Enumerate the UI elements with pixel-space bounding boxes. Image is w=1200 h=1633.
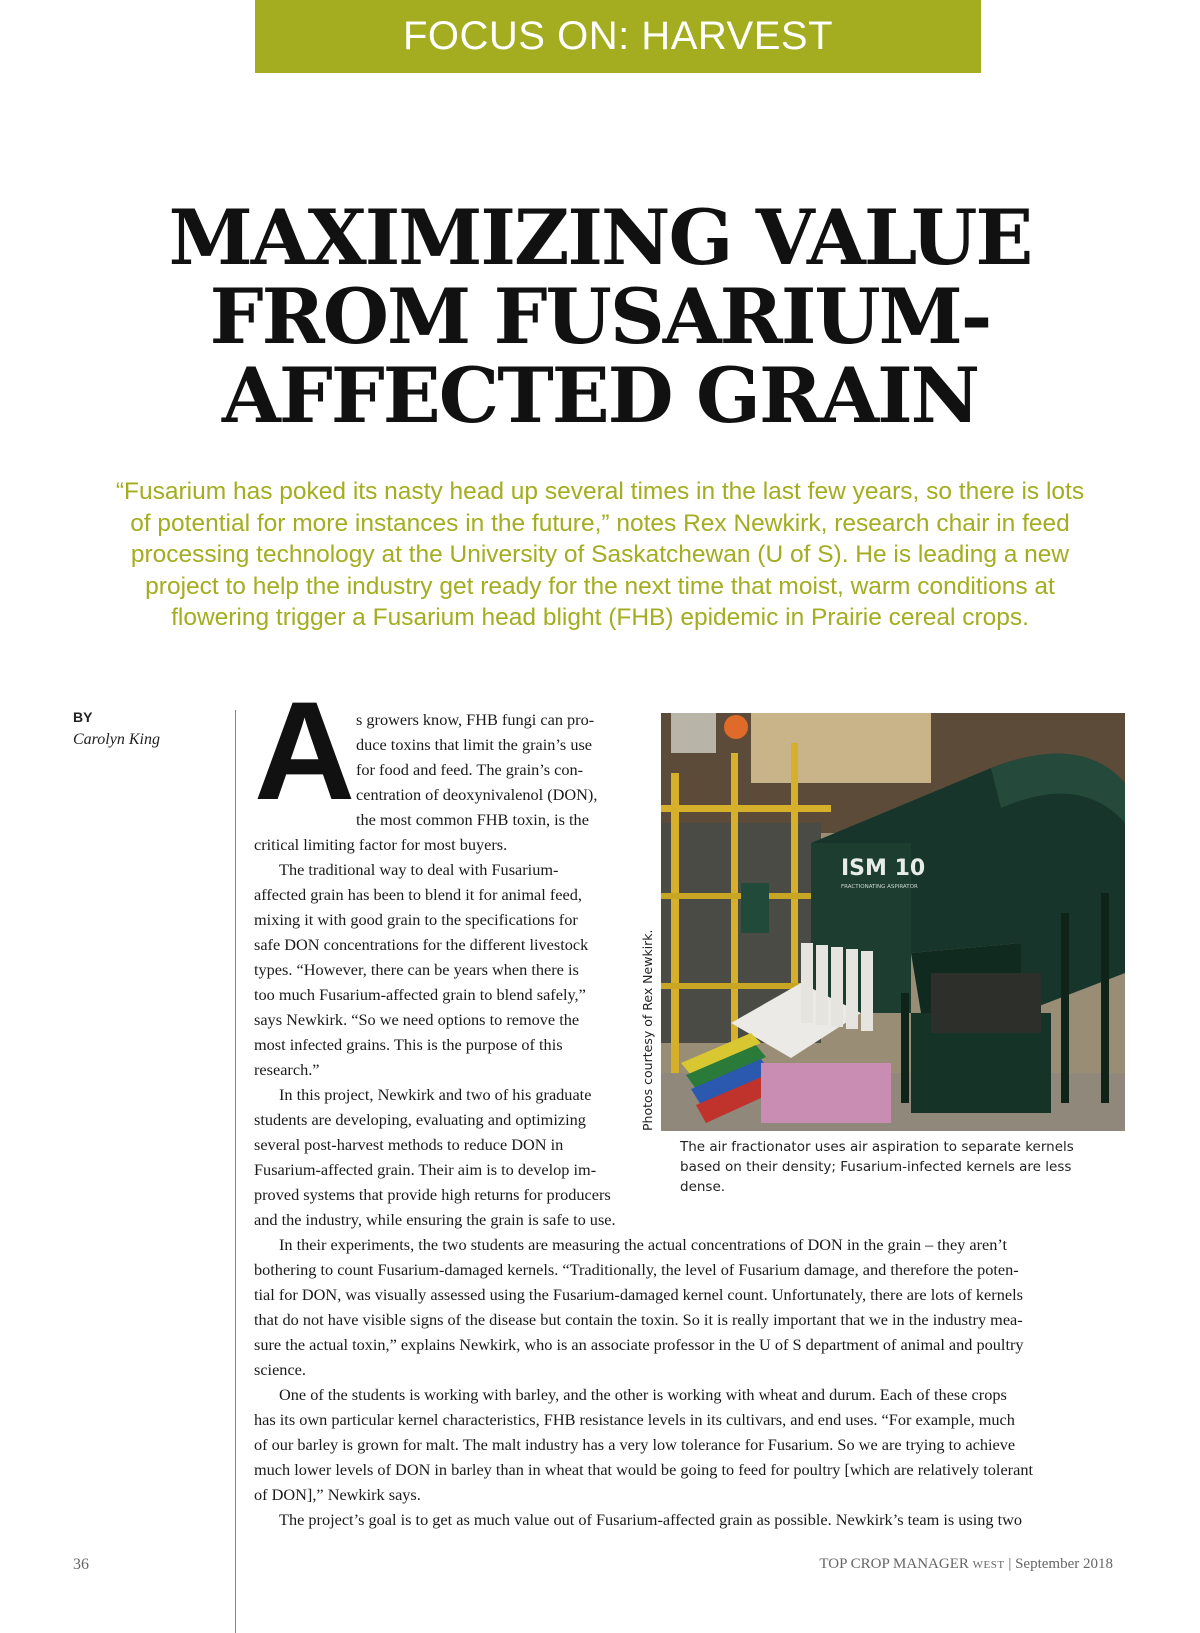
body-line: Fusarium-affected grain. Their aim is to develop im-	[254, 1160, 597, 1179]
body-line: students are developing, evaluating and optimizing	[254, 1110, 586, 1129]
body-line: centration of deoxynivalenol (DON),	[356, 785, 598, 804]
body-line: the most common FHB toxin, is the	[356, 810, 589, 829]
body-line: of our barley is grown for malt. The malt industry has a very low tolerance for Fusarium. So we are trying to achieve	[254, 1435, 1016, 1454]
byline-label: BY	[73, 709, 93, 725]
dek-line: flowering trigger a Fusarium head blight (FHB) epidemic in Prairie cereal crops.	[171, 604, 1029, 631]
dek-line: of potential for more instances in the future,” notes Rex Newkirk, research chair in feed	[130, 509, 1070, 537]
section-banner	[255, 0, 981, 73]
body-line: types. “However, there can be years when there is	[254, 960, 579, 979]
headline-line: MAXIMIZING VALUE	[168, 193, 1032, 282]
body-line: s growers know, FHB fungi can pro-	[356, 710, 595, 729]
body-line: sure the actual toxin,” explains Newkirk, who is an associate professor in the U of S department of animal and poultry	[254, 1335, 1024, 1354]
photo-illustration	[661, 713, 1125, 1131]
body-line: proved systems that provide high returns for producers	[254, 1185, 611, 1204]
body-line: duce toxins that limit the grain’s use	[356, 735, 593, 754]
caption-line: based on their density; Fusarium-infected kernels are less	[680, 1159, 1072, 1175]
body-line: In this project, Newkirk and two of his graduate	[279, 1085, 592, 1104]
dek-line: “Fusarium has poked its nasty head up several times in the last few years, so there is lots	[115, 478, 1085, 505]
article-headline	[60, 193, 1140, 440]
body-line: mixing it with good grain to the specifications for	[254, 910, 578, 929]
machine-sublabel: FRACTIONATING ASPIRATOR	[841, 884, 918, 890]
body-line: critical limiting factor for most buyers.	[254, 835, 508, 854]
magazine-edition: WEST	[972, 1559, 1005, 1571]
body-line: tial for DON, was visually assessed using the Fusarium-damaged kernel count. Unfortunately, there are lots of kernels	[254, 1285, 1023, 1304]
headline-line: AFFECTED GRAIN	[221, 351, 979, 440]
body-line: that do not have visible signs of the disease but contain the toxin. So it is really important that we in the industry mea-	[254, 1310, 1023, 1329]
body-line: affected grain has been to blend it for animal feed,	[254, 885, 582, 904]
body-line: too much Fusarium-affected grain to blend safely,”	[254, 985, 586, 1004]
body-line: says Newkirk. “So we need options to remove the	[254, 1010, 580, 1029]
machine-label: ISM 10	[841, 856, 926, 881]
body-line: several post-harvest methods to reduce DON in	[254, 1135, 564, 1154]
photo-credit: Photos courtesy of Rex Newkirk.	[640, 929, 655, 1131]
dek-line: project to help the industry get ready for the next time that moist, warm conditions at	[145, 572, 1055, 600]
body-line: has its own particular kernel characteristics, FHB resistance levels in its cultivars, and end uses. “For example, much	[254, 1410, 1015, 1429]
body-line: research.”	[254, 1060, 320, 1079]
body-line: and the industry, while ensuring the grain is safe to use.	[254, 1210, 616, 1229]
body-line: The project’s goal is to get as much value out of Fusarium-affected grain as possible. Newkirk’s team is using two	[279, 1510, 1023, 1529]
body-line: safe DON concentrations for the different livestock	[254, 935, 589, 954]
body-line: In their experiments, the two students are measuring the actual concentrations of DON in the grain – they aren’t	[279, 1235, 1008, 1254]
body-line: of DON],” Newkirk says.	[254, 1485, 421, 1504]
running-footer	[819, 1556, 1113, 1573]
page-number: 36	[73, 1556, 89, 1573]
column-divider	[235, 710, 236, 1633]
headline-line: FROM FUSARIUM-	[209, 272, 991, 361]
dek-line: processing technology at the University of Saskatchewan (U of S). He is leading a new	[130, 541, 1070, 568]
body-line: most infected grains. This is the purpose of this	[254, 1035, 563, 1054]
body-line: bothering to count Fusarium-damaged kernels. “Traditionally, the level of Fusarium damage, and therefore the poten-	[254, 1260, 1019, 1279]
section-banner-label: FOCUS ON: HARVEST	[402, 14, 834, 58]
magazine-name: TOP CROP MANAGER	[819, 1556, 969, 1572]
body-line: for food and feed. The grain’s con-	[356, 760, 584, 779]
air-fractionator-photo	[661, 713, 1125, 1131]
issue-date: September 2018	[1015, 1556, 1113, 1572]
body-line: much lower levels of DON in barley than in wheat that would be going to feed for poultry [which are relatively tolerant	[254, 1460, 1033, 1479]
caption-line: The air fractionator uses air aspiration to separate kernels	[680, 1139, 1074, 1155]
body-line: One of the students is working with barley, and the other is working with wheat and durum. Each of these crops	[279, 1385, 1007, 1404]
footer-separator: |	[1008, 1556, 1012, 1572]
photo-caption	[680, 1137, 1140, 1197]
byline-author: Carolyn King	[73, 731, 160, 748]
caption-line: dense.	[680, 1179, 726, 1195]
article-dek	[60, 476, 1140, 634]
body-line: The traditional way to deal with Fusarium-	[279, 860, 559, 879]
drop-cap: A	[254, 672, 356, 829]
body-line: science.	[254, 1360, 306, 1379]
